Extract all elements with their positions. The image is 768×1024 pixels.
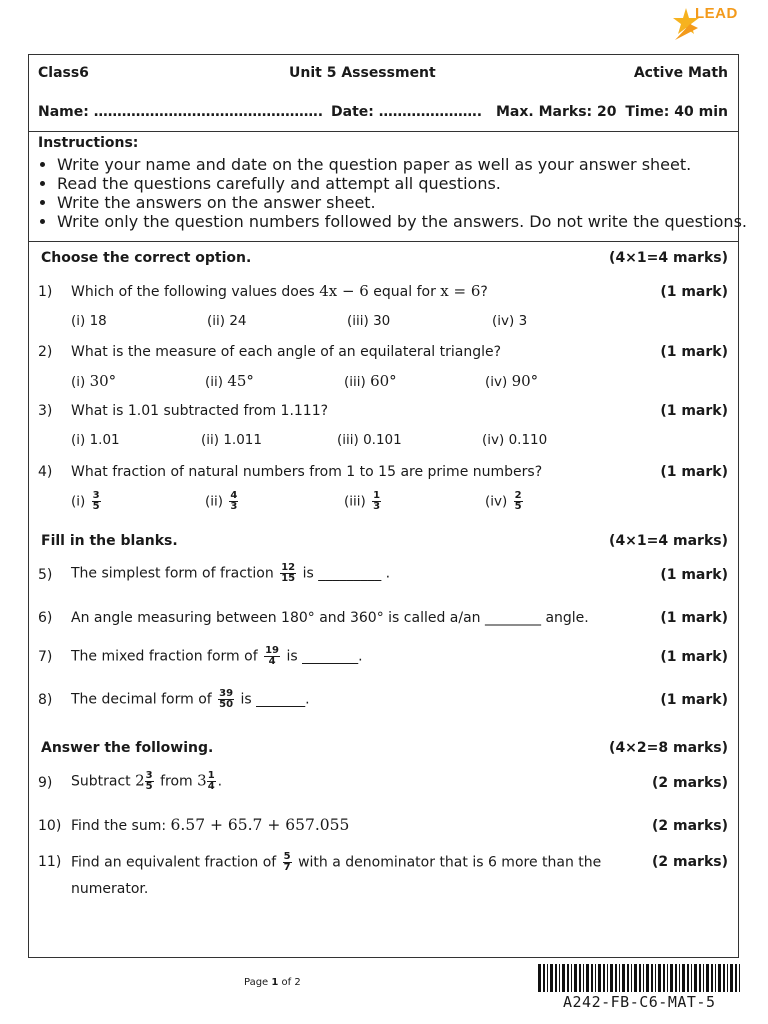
option	[344, 491, 383, 512]
barcode-bar	[574, 964, 577, 992]
barcode-bar	[675, 964, 677, 992]
question-7-text	[71, 646, 363, 667]
barcode-bar	[682, 964, 685, 992]
question-text: numerator.	[71, 881, 149, 897]
math-expression: 4x − 6	[319, 282, 369, 300]
mixed-whole: 2	[135, 771, 145, 790]
fraction	[514, 491, 523, 512]
date-field: Date: ………………….	[331, 104, 483, 120]
numerator: 1	[207, 770, 215, 781]
option	[485, 372, 538, 390]
barcode-bar	[579, 964, 581, 992]
option-value: 30°	[89, 372, 117, 390]
barcode-bar	[603, 964, 605, 992]
time-limit: Time: 40 min	[625, 104, 728, 120]
question-marks: (2 marks)	[652, 818, 728, 834]
fraction	[229, 491, 238, 512]
question-9-text	[71, 771, 222, 792]
barcode-bar	[718, 964, 721, 992]
question-text: An angle measuring between 180° and 360° is called a/an ________ angle.	[71, 610, 589, 626]
option-label: (i)	[71, 374, 86, 390]
question-text: is ________.	[286, 648, 363, 665]
question-text: The simplest form of fraction	[71, 565, 274, 582]
numerator: 3	[145, 770, 153, 781]
barcode-bar	[739, 964, 740, 992]
option-label: (ii)	[205, 374, 224, 390]
question-number: 8)	[38, 692, 53, 708]
question-text: The mixed fraction form of	[71, 648, 258, 665]
question-marks: (1 mark)	[660, 403, 728, 419]
section-title-mcq: Choose the correct option.	[41, 250, 252, 266]
barcode-bar	[711, 964, 713, 992]
denominator: 3	[373, 501, 381, 512]
question-5-text	[71, 563, 390, 584]
barcode-bar	[586, 964, 589, 992]
barcode-bar	[627, 964, 629, 992]
question-text: .	[217, 773, 223, 790]
barcode-bar	[559, 964, 560, 992]
barcode-bar	[679, 964, 680, 992]
numerator: 3	[92, 490, 100, 501]
barcode-bar	[615, 964, 617, 992]
barcode-bar	[571, 964, 572, 992]
section-marks-answer: (4×2=8 marks)	[609, 740, 728, 756]
barcode-bar	[610, 964, 613, 992]
barcode-bar	[730, 964, 733, 992]
math-expression: 6.57 + 65.7 + 657.055	[170, 816, 350, 834]
barcode-bar	[703, 964, 704, 992]
name-field: Name: ………………………………………….	[38, 104, 324, 120]
barcode-bar	[591, 964, 593, 992]
barcode-icon	[538, 964, 742, 992]
barcode-bar	[607, 964, 608, 992]
barcode-bar	[691, 964, 692, 992]
question-paper	[28, 54, 747, 958]
option	[205, 491, 240, 512]
option: (iii) 30	[347, 313, 391, 329]
barcode-bar	[547, 964, 548, 992]
question-marks: (1 mark)	[660, 649, 728, 665]
barcode-bar	[694, 964, 697, 992]
instruction-item: • Write your name and date on the question paper as well as your answer sheet.	[57, 155, 747, 174]
barcode-bar	[622, 964, 625, 992]
barcode-bar	[555, 964, 557, 992]
barcode-bar	[687, 964, 689, 992]
barcode-bar	[631, 964, 632, 992]
question-number: 11)	[38, 854, 62, 870]
barcode-bar	[598, 964, 601, 992]
question-text: Subtract	[71, 773, 131, 790]
denominator: 15	[281, 573, 296, 584]
barcode-bar	[658, 964, 661, 992]
question-text: ?	[480, 284, 488, 300]
instructions-heading: Instructions:	[38, 135, 139, 151]
denominator: 3	[230, 501, 238, 512]
numerator: 39	[219, 688, 234, 699]
option-label: (ii)	[205, 493, 224, 510]
barcode-bar	[567, 964, 569, 992]
question-number: 3)	[38, 403, 53, 419]
logo-text: LEAD	[695, 5, 738, 22]
question-marks: (2 marks)	[652, 854, 728, 870]
option-value: 60°	[370, 372, 397, 390]
barcode-bar	[562, 964, 565, 992]
document-code: A242-FB-C6-MAT-5	[563, 993, 716, 1011]
option	[71, 372, 116, 390]
question-text: Find an equivalent fraction of	[71, 854, 277, 871]
option: (iv) 0.110	[482, 432, 548, 448]
question-text: is _______.	[240, 691, 310, 708]
page-prefix: Page	[244, 977, 272, 988]
subject-label: Active Math	[633, 65, 728, 81]
question-number: 9)	[38, 775, 53, 791]
instruction-item: • Write only the question numbers followed by the answers. Do not write the questions.	[57, 212, 747, 231]
math-expression: x = 6	[440, 282, 481, 300]
option-label: (iv)	[485, 493, 508, 510]
option: (iv) 3	[492, 313, 528, 329]
question-text: What is 1.01 subtracted from 1.111?	[71, 403, 329, 419]
max-marks: Max. Marks: 20	[496, 104, 617, 120]
barcode-bar	[715, 964, 716, 992]
question-10-text	[71, 816, 349, 834]
option: (i) 1.01	[71, 432, 120, 448]
page-number	[244, 977, 301, 988]
numerator: 5	[283, 851, 291, 862]
barcode-bar	[706, 964, 709, 992]
question-marks: (1 mark)	[660, 610, 728, 626]
barcode-bar	[646, 964, 649, 992]
question-number: 1)	[38, 284, 53, 300]
question-number: 2)	[38, 344, 53, 360]
numerator: 19	[265, 645, 280, 656]
question-number: 7)	[38, 649, 53, 665]
option	[344, 372, 397, 390]
question-number: 10)	[38, 818, 62, 834]
barcode-bar	[550, 964, 553, 992]
barcode-bar	[619, 964, 620, 992]
section-title-fill-blanks: Fill in the blanks.	[41, 533, 178, 549]
fraction	[372, 491, 381, 512]
instructions-list	[57, 155, 747, 231]
option-value: 90°	[511, 372, 539, 390]
barcode-bar	[655, 964, 656, 992]
option: (ii) 24	[207, 313, 247, 329]
barcode-bar	[583, 964, 584, 992]
question-number: 6)	[38, 610, 53, 626]
denominator: 5	[145, 781, 153, 792]
option: (ii) 1.011	[201, 432, 262, 448]
barcode-bar	[723, 964, 725, 992]
fraction	[145, 771, 154, 792]
denominator: 5	[92, 501, 100, 512]
question-text: from	[160, 773, 193, 790]
barcode-bar	[538, 964, 541, 992]
question-text: Which of the following values does	[71, 284, 315, 300]
mixed-whole: 3	[197, 771, 207, 790]
barcode-bar	[643, 964, 644, 992]
barcode-bar	[634, 964, 637, 992]
barcode-bar	[651, 964, 653, 992]
assessment-title: Unit 5 Assessment	[289, 65, 436, 81]
barcode-bar	[670, 964, 673, 992]
numerator: 12	[281, 562, 296, 573]
question-8-text	[71, 689, 310, 710]
question-marks: (1 mark)	[660, 567, 728, 583]
section-title-answer: Answer the following.	[41, 740, 214, 756]
fraction	[264, 646, 280, 667]
option	[485, 491, 525, 512]
denominator: 4	[268, 656, 276, 667]
fraction	[207, 771, 216, 792]
question-text: equal for	[373, 284, 436, 300]
barcode-bar	[663, 964, 665, 992]
option: (iii) 0.101	[337, 432, 402, 448]
denominator: 5	[514, 501, 522, 512]
page-current: 1	[271, 977, 279, 988]
option-label: (iii)	[344, 374, 366, 390]
barcode-bar	[727, 964, 728, 992]
option-label: (iv)	[485, 374, 508, 390]
instruction-item: • Write the answers on the answer sheet.	[57, 193, 747, 212]
fraction	[218, 689, 234, 710]
fraction	[283, 852, 292, 873]
question-marks: (1 mark)	[660, 692, 728, 708]
class-label: Class6	[38, 65, 89, 81]
numerator: 2	[514, 490, 522, 501]
option-value: 45°	[227, 372, 254, 390]
section-marks-mcq: (4×1=4 marks)	[609, 250, 728, 266]
barcode-bar	[735, 964, 737, 992]
question-11-text	[71, 852, 601, 873]
option-label: (iii)	[344, 493, 366, 510]
barcode-bar	[639, 964, 641, 992]
option: (i) 18	[71, 313, 107, 329]
barcode-bar	[667, 964, 668, 992]
option-label: (i)	[71, 493, 86, 510]
question-marks: (2 marks)	[652, 775, 728, 791]
question-marks: (1 mark)	[660, 284, 728, 300]
question-text: The decimal form of	[71, 691, 212, 708]
option	[71, 491, 103, 512]
barcode-bar	[595, 964, 596, 992]
header-section	[29, 55, 738, 132]
denominator: 4	[207, 781, 215, 792]
option	[205, 372, 254, 390]
barcode-bar	[543, 964, 545, 992]
denominator: 7	[283, 862, 291, 873]
question-text: is _________ .	[302, 565, 391, 582]
section-marks-fill-blanks: (4×1=4 marks)	[609, 533, 728, 549]
question-text: What fraction of natural numbers from 1 to 15 are prime numbers?	[71, 464, 543, 480]
instruction-item: • Read the questions carefully and attempt all questions.	[57, 174, 747, 193]
instructions-section	[29, 132, 747, 242]
numerator: 4	[230, 490, 238, 501]
question-marks: (1 mark)	[660, 344, 728, 360]
question-1-text	[71, 282, 488, 300]
denominator: 50	[219, 699, 234, 710]
question-number: 5)	[38, 567, 53, 583]
numerator: 1	[373, 490, 381, 501]
barcode-bar	[699, 964, 701, 992]
question-marks: (1 mark)	[660, 464, 728, 480]
page-suffix: of 2	[278, 977, 301, 988]
fraction	[280, 563, 296, 584]
question-number: 4)	[38, 464, 53, 480]
question-text: with a denominator that is 6 more than the	[298, 854, 602, 871]
question-text: What is the measure of each angle of an equilateral triangle?	[71, 344, 502, 360]
question-text: Find the sum:	[71, 818, 167, 834]
fraction	[92, 491, 101, 512]
